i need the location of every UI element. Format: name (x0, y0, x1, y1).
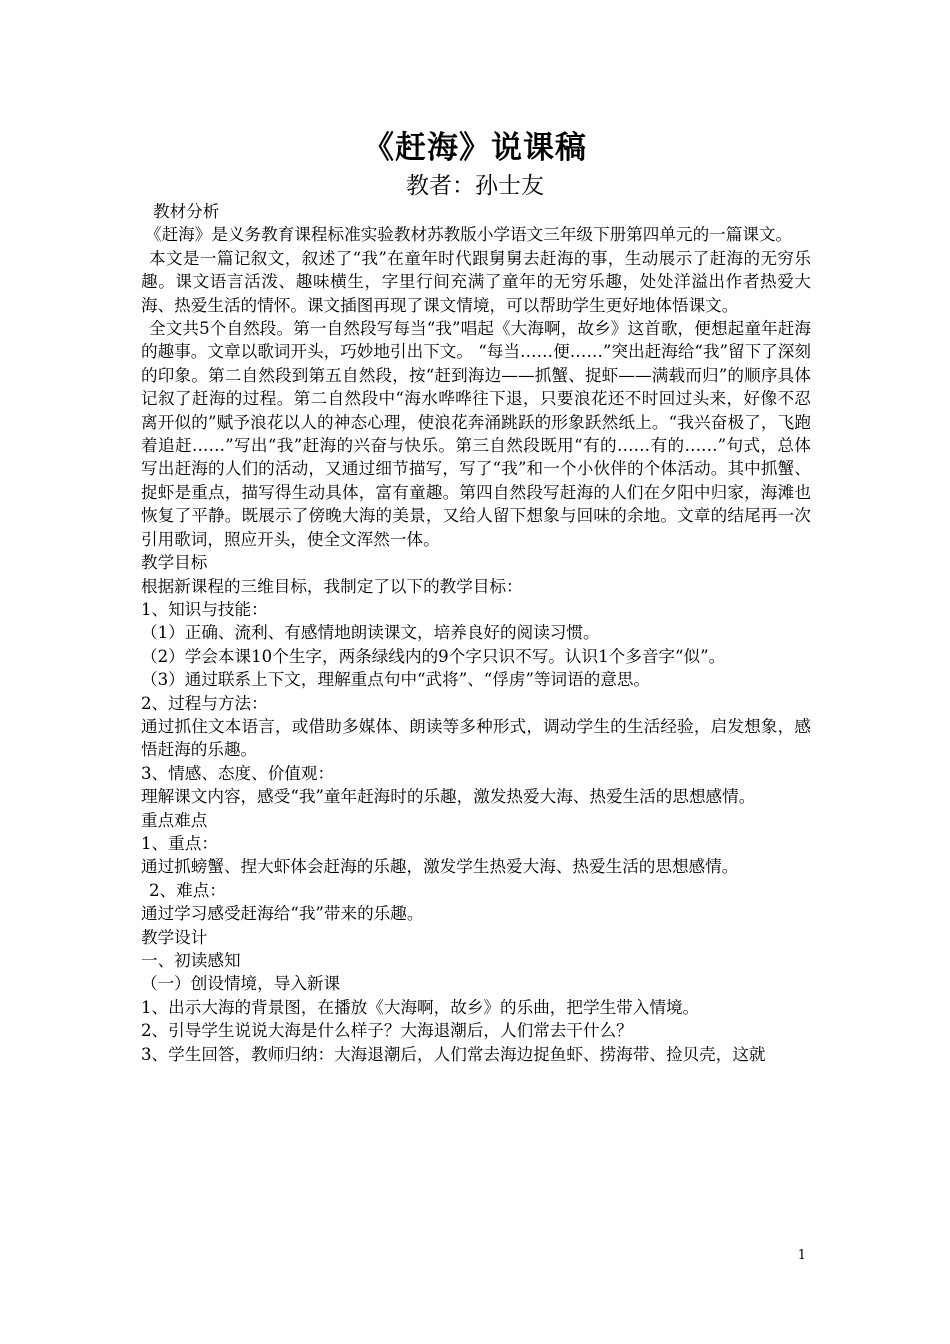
section-heading: 重点难点 (141, 810, 208, 830)
list-heading: 2、难点： (149, 880, 226, 900)
section-heading: 教材分析 (153, 202, 220, 221)
body-paragraph: 全文共5个自然段。第一自然段写每当“我”唱起《大海啊，故乡》这首歌，便想起童年赶海的趣事。文章以歌词开头，巧妙地引出下文。 “每当……便……”突出赶海给“我”留下了深刻的印象。第二自然段到第五自然段，按“赶到海边——抓蟹、捉虾——满载而归”的顺序具体记叙了赶海的过程。第二自然段中“海水哗哗往下退，只要浪花还不时回过头来，好像不忍离开似的”赋予浪花以人的神态心理，使浪花奔涌跳跃的形象跃然纸上。“我兴奋极了，飞跑着追赶……”写出“我”赶海的兴奋与快乐。第三自然段既用“有的……有的……”句式，总体写出赶海的人们的活动，又通过细节描写，写了“我”和一个小伙伴的个体活动。其中抓蟹、捉虾是重点，描写得生动具体，富有童趣。第四自然段写赶海的人们在夕阳中归家，海滩也恢复了平静。既展示了傍晚大海的美景，又给人留下想象与回味的余地。文章的结尾再一次引用歌词，照应开头，使全文浑然一体。 (141, 319, 811, 549)
list-heading: 1、重点： (141, 833, 218, 853)
section-heading: 教学目标 (141, 553, 208, 573)
section-heading: 教学设计 (141, 927, 208, 947)
list-heading: 3、情感、态度、价值观： (141, 763, 335, 783)
list-item: （2）学会本课10个生字，两条绿线内的9个字只识不写。认识1个多音字“似”。 (141, 646, 726, 666)
list-heading: 1、知识与技能： (141, 599, 268, 619)
list-item: 3、学生回答，教师归纳：大海退潮后，人们常去海边捉鱼虾、捞海带、捡贝壳，这就 (141, 1044, 766, 1064)
document-author: 教者：孙士友 (406, 173, 544, 199)
body-paragraph: 本文是一篇记叙文，叙述了“我”在童年时代跟舅舅去赶海的事，生动展示了赶海的无穷乐趣。课文语言活泼、趣味横生，字里行间充满了童年的无穷乐趣，处处洋溢出作者热爱大海、热爱生活的情怀。课文插图再现了课文情境，可以帮助学生更好地体悟课文。 (141, 248, 811, 315)
body-paragraph: 通过抓住文本语言，或借助多媒体、朗读等多种形式，调动学生的生活经验，启发想象，感悟赶海的乐趣。 (141, 716, 811, 760)
body-paragraph: 《赶海》是义务教育课程标准实验教材苏教版小学语文三年级下册第四单元的一篇课文。 (145, 225, 793, 245)
document-body (141, 200, 811, 1066)
list-heading: 一、初读感知 (141, 951, 241, 970)
body-paragraph: 通过抓螃蟹、捏大虾体会赶海的乐趣，激发学生热爱大海、热爱生活的思想感情。 (141, 857, 739, 877)
body-paragraph: 根据新课程的三维目标，我制定了以下的教学目标： (141, 576, 523, 596)
body-paragraph: 通过学习感受赶海给“我”带来的乐趣。 (141, 904, 424, 924)
list-item: （1）正确、流利、有感情地朗读课文，培养良好的阅读习惯。 (141, 623, 600, 643)
list-item: （3）通过联系上下文，理解重点句中“武将”、“俘虏”等词语的意思。 (141, 670, 651, 690)
body-paragraph: 理解课文内容，感受“我”童年赶海时的乐趣，激发热爱大海、热爱生活的思想感情。 (141, 787, 756, 807)
document-title: 《赶海》说课稿 (363, 130, 587, 166)
list-item: 2、引导学生说说大海是什么样子？大海退潮后，人们常去干什么？ (141, 1021, 633, 1041)
list-heading: （一）创设情境，导入新课 (141, 974, 341, 994)
page-number: 1 (797, 1248, 806, 1263)
list-heading: 2、过程与方法： (141, 693, 268, 713)
list-item: 1、出示大海的背景图，在播放《大海啊，故乡》的乐曲，把学生带入情境。 (141, 997, 700, 1017)
